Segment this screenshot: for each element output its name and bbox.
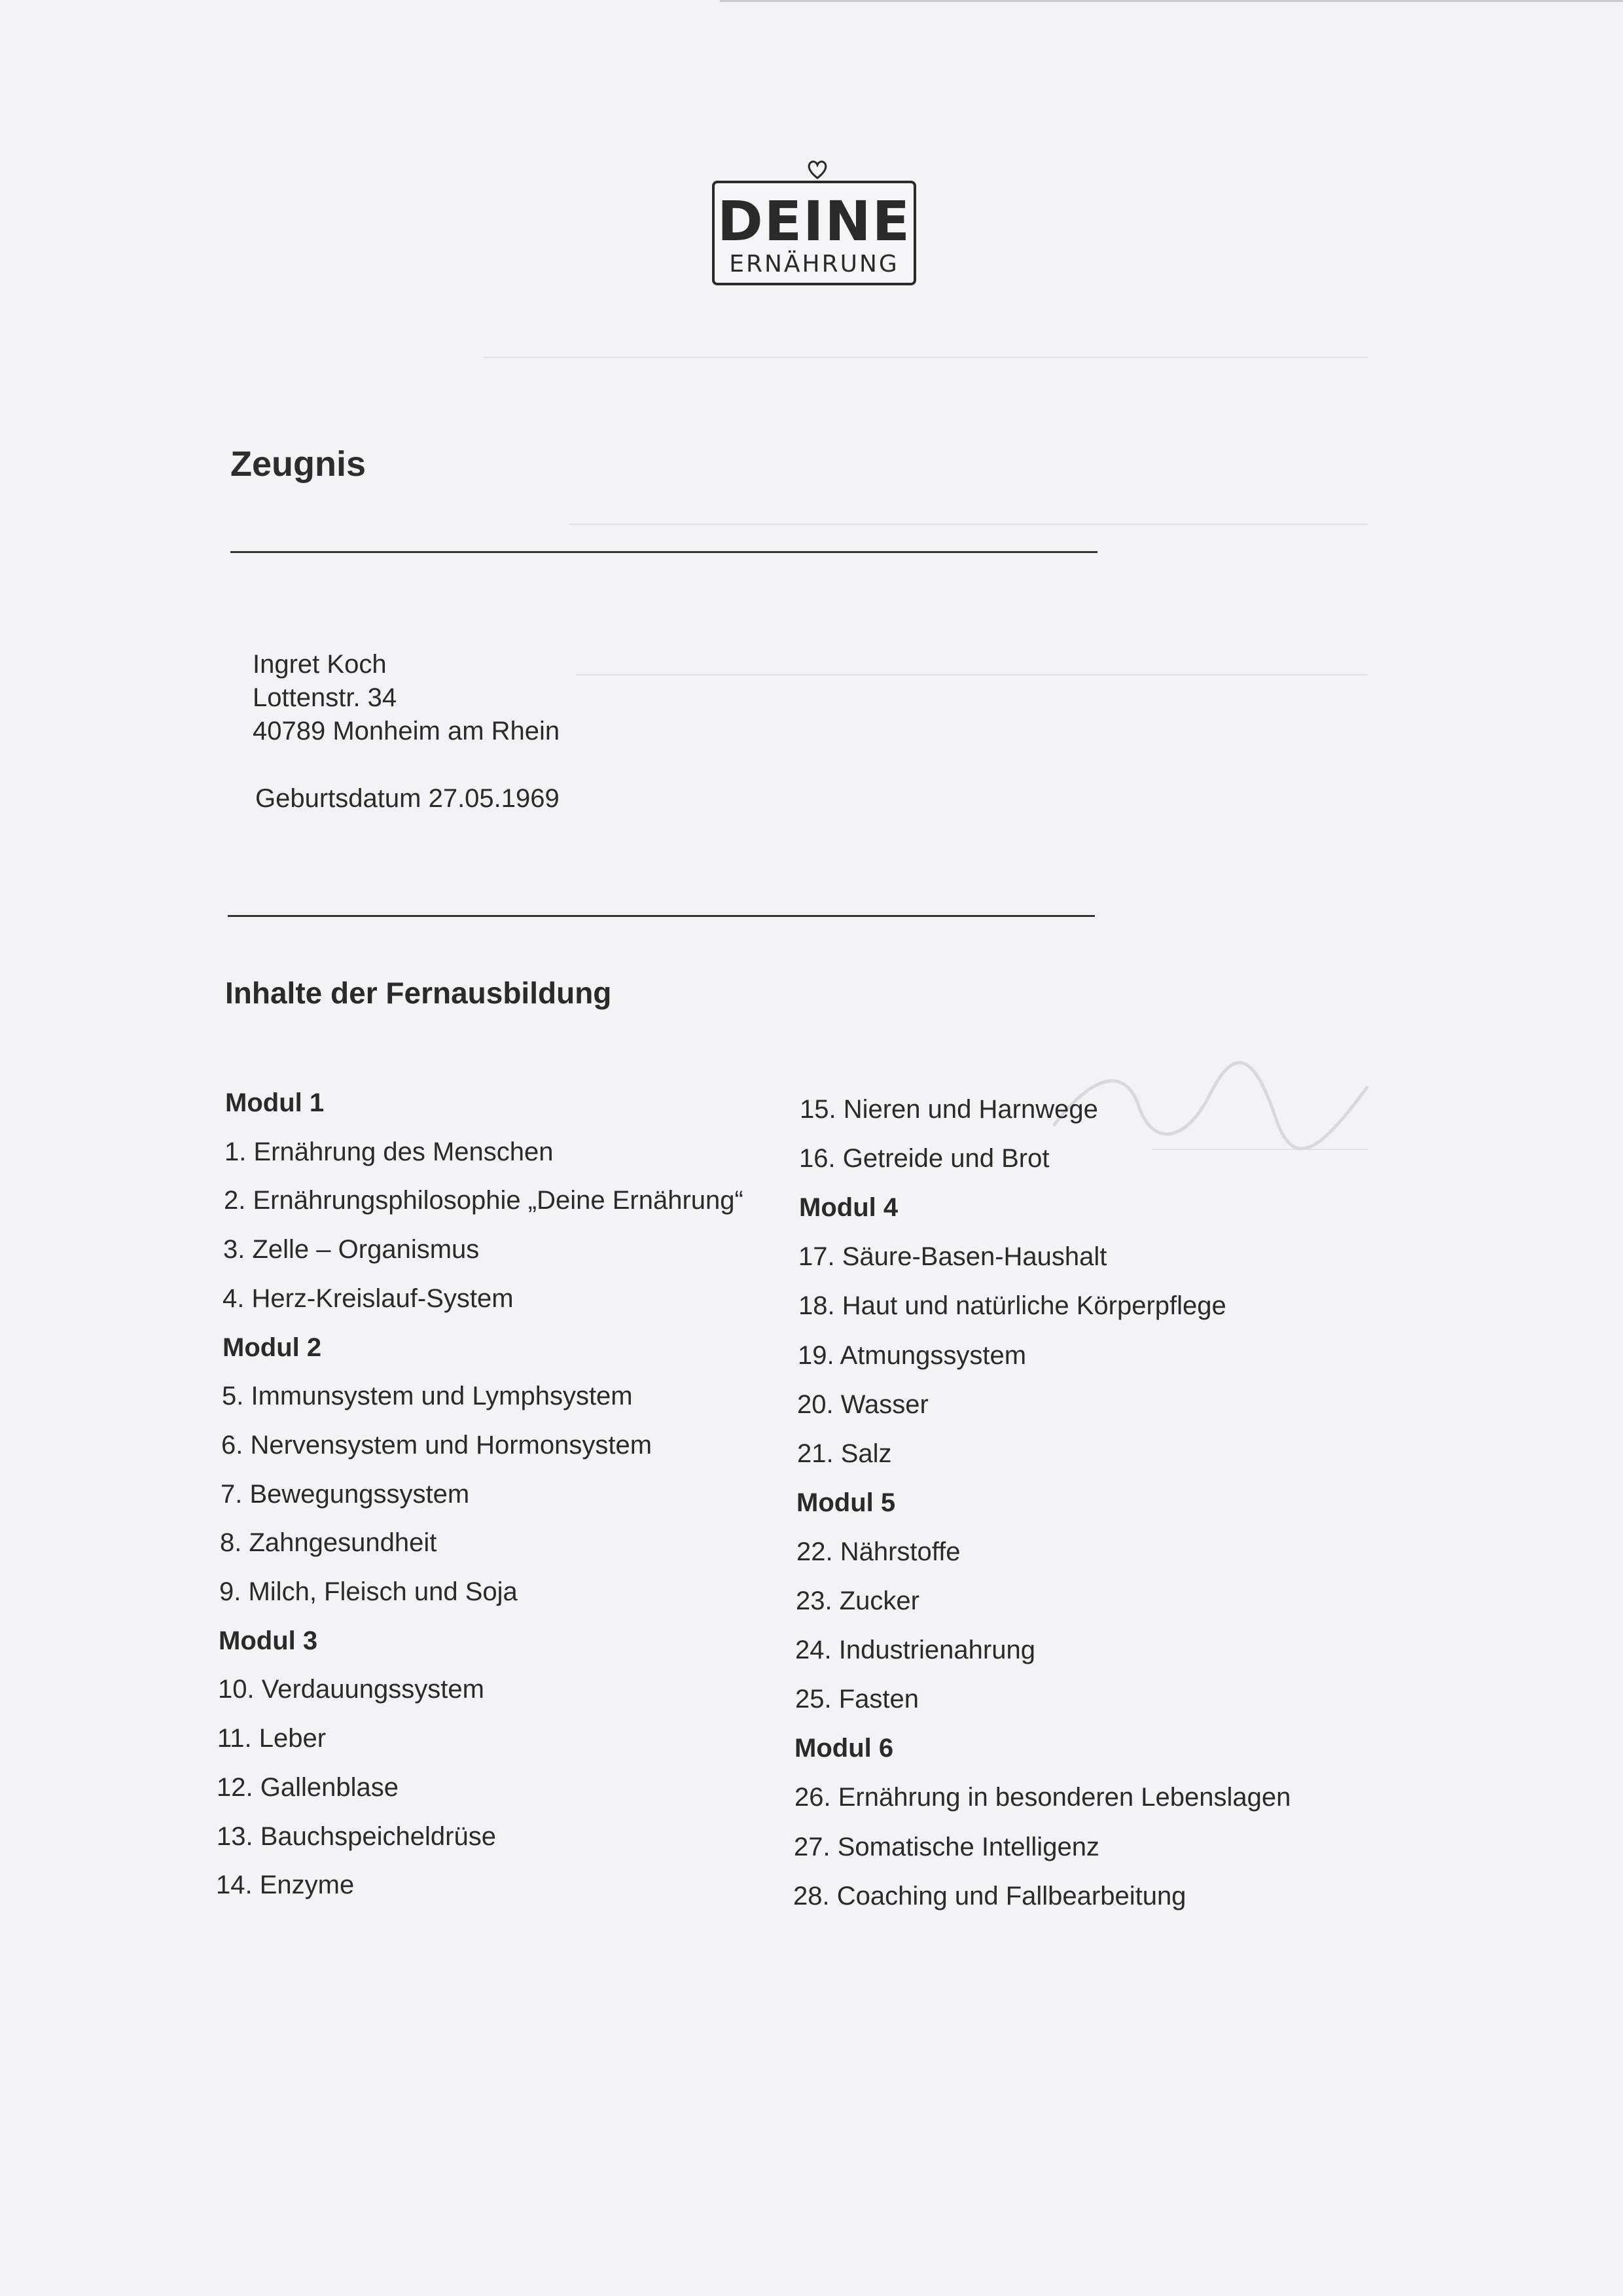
course-topic: 18. Haut und natürliche Körperpflege xyxy=(798,1291,1226,1321)
recipient-address xyxy=(253,648,560,748)
course-topic: 9. Milch, Fleisch und Soja xyxy=(219,1577,518,1606)
course-topic: 27. Somatische Intelligenz xyxy=(794,1832,1099,1861)
course-topic: 22. Nährstoffe xyxy=(796,1537,961,1566)
course-topic: 23. Zucker xyxy=(796,1587,919,1615)
course-topic: 24. Industrienahrung xyxy=(795,1636,1035,1665)
section-title: Inhalte der Fernausbildung xyxy=(225,976,612,1010)
course-topic: 12. Gallenblase xyxy=(217,1772,399,1802)
brand-logo xyxy=(712,181,916,285)
divider xyxy=(228,915,1095,917)
recipient-birth-date: Geburtsdatum 27.05.1969 xyxy=(255,784,560,813)
course-topic: 3. Zelle – Organismus xyxy=(223,1235,480,1265)
course-topic: 16. Getreide und Brot xyxy=(799,1144,1050,1174)
scan-edge xyxy=(720,0,1623,2)
course-topic: 20. Wasser xyxy=(797,1390,929,1419)
course-topic: 15. Nieren und Harnwege xyxy=(800,1095,1098,1124)
course-topic: 4. Herz-Kreislauf-System xyxy=(223,1283,514,1313)
course-topic: 21. Salz xyxy=(797,1439,892,1468)
module-heading: Modul 1 xyxy=(225,1088,325,1117)
module-heading: Modul 2 xyxy=(223,1333,322,1362)
module-heading: Modul 4 xyxy=(799,1193,899,1223)
course-topic: 26. Ernährung in besonderen Lebenslagen xyxy=(794,1783,1291,1812)
logo-wordmark: DEINE xyxy=(717,189,912,253)
module-heading: Modul 6 xyxy=(794,1734,894,1763)
document-title: Zeugnis xyxy=(230,444,366,484)
course-topic: 11. Leber xyxy=(217,1724,327,1753)
module-heading: Modul 3 xyxy=(219,1626,318,1655)
course-topic: 10. Verdauungssystem xyxy=(218,1675,484,1704)
course-topic: 17. Säure-Basen-Haushalt xyxy=(798,1242,1107,1272)
recipient-name: Ingret Koch xyxy=(253,650,387,679)
course-topic: 13. Bauchspeicheldrüse xyxy=(217,1821,496,1851)
course-topic: 14. Enzyme xyxy=(216,1871,355,1900)
show-through-line xyxy=(569,524,1368,525)
show-through-line xyxy=(576,674,1368,675)
module-heading: Modul 5 xyxy=(796,1488,896,1517)
course-topic: 25. Fasten xyxy=(795,1685,919,1714)
course-topic: 1. Ernährung des Menschen xyxy=(224,1137,554,1166)
recipient-city: 40789 Monheim am Rhein xyxy=(253,717,560,745)
recipient-street: Lottenstr. 34 xyxy=(253,683,397,712)
logo-subtitle: ERNÄHRUNG xyxy=(729,251,899,278)
course-topic: 5. Immunsystem und Lymphsystem xyxy=(222,1382,633,1411)
course-topic: 28. Coaching und Fallbearbeitung xyxy=(793,1881,1186,1910)
course-topic: 19. Atmungssystem xyxy=(798,1340,1027,1370)
show-through-line xyxy=(484,357,1368,358)
divider xyxy=(230,551,1097,553)
course-topic: 8. Zahngesundheit xyxy=(220,1528,437,1558)
course-topic: 2. Ernährungsphilosophie „Deine Ernährung“ xyxy=(224,1186,743,1215)
course-topic: 6. Nervensystem und Hormonsystem xyxy=(221,1430,652,1460)
heart-icon xyxy=(806,158,829,181)
course-topic: 7. Bewegungssystem xyxy=(221,1479,470,1509)
